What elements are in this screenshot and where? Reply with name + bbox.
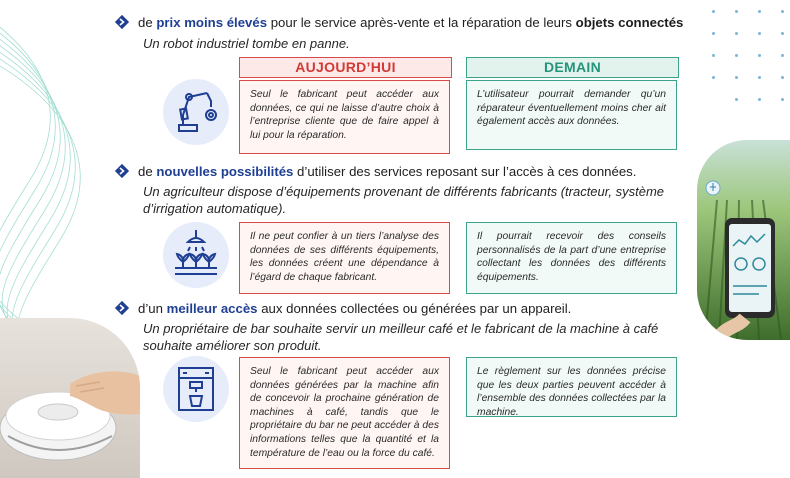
bullet-diamond-icon [114,163,130,179]
section-2-lead: de nouvelles possibilités d’utiliser des services reposant sur l’accès à ces données. [138,164,637,179]
section-3-today-text: Seul le fabricant peut accéder aux données générées par la machine afin de concevoir la prochaine génération de machines à café, tandis que le propriétaire du bar ne peut accéder à des informations telles que la quantité et la température de l’eau ou la force du café. [239,357,450,469]
robot-arm-icon [163,79,229,145]
header-today: AUJOURD’HUI [239,57,452,78]
section-2-today-text: Il ne peut confier à un tiers l’analyse des données de ses différents équipements, les données créent une dépendance à l’égard de chaque fabricant. [239,222,450,294]
bullet-diamond-icon [114,14,130,30]
header-tomorrow: DEMAIN [466,57,679,78]
section-3-example: Un propriétaire de bar souhaite servir un meilleur café et le fabricant de la machine à café souhaite améliorer son produit. [143,321,659,353]
section-3-lead: d’un meilleur accès aux données collectées ou générées par un appareil. [138,301,572,316]
section-1-lead: de prix moins élevés pour le service après-vente et la réparation de leurs objets connectés [138,15,684,30]
field-smartphone-photo [697,140,790,340]
bullet-diamond-icon [114,300,130,316]
irrigation-icon [163,222,229,288]
section-2-example: Un agriculteur dispose d’équipements provenant de différents fabricants (tracteur, système d’irrigation automatique). [143,184,664,216]
section-1-today-text: Seul le fabricant peut accéder aux données, ce qui ne laisse d’autre choix à l’entreprise cliente que de faire appel à lui pour la réparation. [239,80,450,154]
section-1-example: Un robot industriel tombe en panne. [143,36,350,51]
decorative-waves [0,0,110,330]
section-1-tomorrow-text: L’utilisateur pourrait demander qu’un réparateur éventuellement moins cher ait également accès aux données. [466,80,677,150]
section-2-tomorrow-text: Il pourrait recevoir des conseils personnalisés de la part d’une entreprise collectant les données des différents équipements. [466,222,677,294]
robot-vacuum-photo [0,318,140,478]
section-3-tomorrow-text: Le règlement sur les données précise que les deux parties peuvent accéder à l’ensemble des données collectées par la machine. [466,357,677,417]
coffee-machine-icon [163,356,229,422]
